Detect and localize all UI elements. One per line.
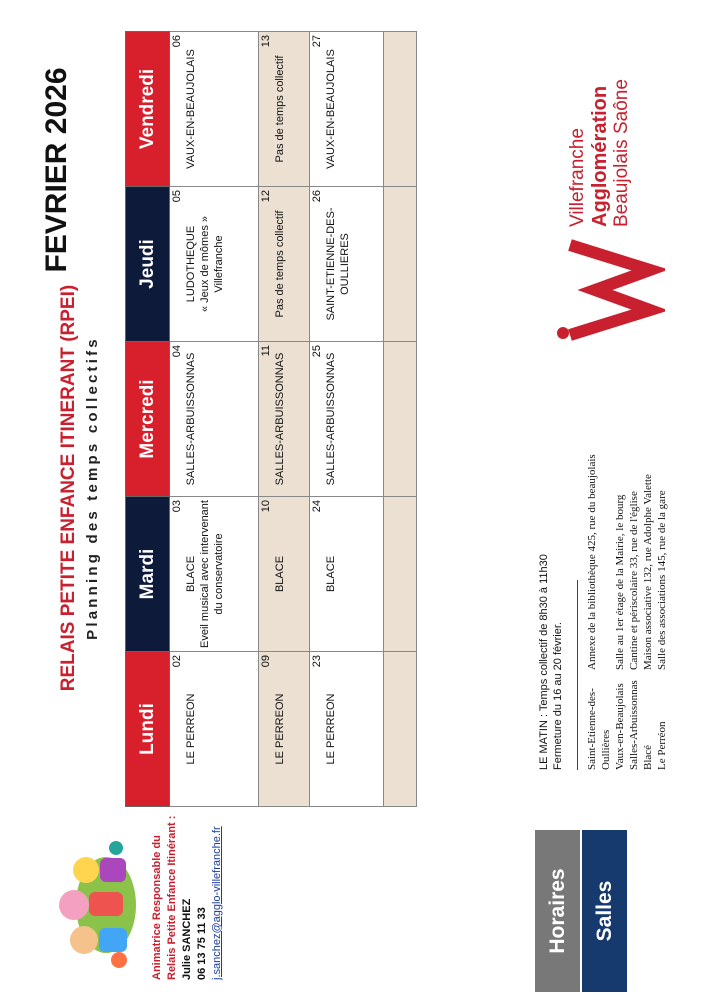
day-activity: VAUX-EN-BEAUJOLAIS	[325, 49, 337, 169]
day-activity: LE PERREON	[274, 693, 286, 765]
day-number: 12	[260, 190, 272, 203]
salle-place: Salles-Arbuissonnas	[628, 680, 640, 770]
day-cell-empty	[384, 652, 417, 807]
day-cell	[259, 652, 310, 807]
salle-address: Cantine et périscolaire 33, rue de l'église	[628, 491, 640, 670]
day-cell	[310, 342, 384, 497]
illustration-shape	[100, 858, 126, 882]
day-number: 26	[311, 190, 323, 203]
day-activity: BLACE	[274, 555, 286, 593]
horaires-info	[537, 554, 565, 770]
agglo-logo	[545, 5, 680, 345]
divider	[577, 580, 578, 770]
day-number: 27	[311, 35, 323, 48]
table-row	[384, 32, 417, 807]
illustration-shape	[70, 926, 98, 954]
salle-place: Blacé	[642, 744, 654, 770]
list-item	[585, 340, 613, 770]
list-item	[613, 340, 627, 770]
horaires-label: Horaires	[535, 830, 580, 992]
day-number: 24	[311, 500, 323, 513]
day-number: 04	[171, 345, 183, 358]
day-activity: Pas de temps collectif	[274, 210, 286, 318]
logo-mark-icon	[555, 235, 665, 345]
salle-address: Salle au 1er étage de la Mairie, le bourg	[614, 494, 626, 670]
day-activity: Pas de temps collectif	[274, 55, 286, 163]
day-cell	[310, 187, 384, 342]
salle-address: Salle des associations 145, rue de la gare	[656, 490, 668, 670]
day-cell	[170, 342, 259, 497]
illustration-shape	[109, 841, 123, 855]
day-cell	[259, 32, 310, 187]
day-cell-empty	[384, 342, 417, 497]
day-cell-empty	[384, 187, 417, 342]
logo-text	[567, 79, 633, 227]
day-number: 11	[260, 345, 272, 357]
list-item	[627, 340, 641, 770]
day-cell	[170, 32, 259, 187]
day-number: 13	[260, 35, 272, 48]
day-cell	[310, 652, 384, 807]
day-number: 10	[260, 500, 272, 513]
contact-role: Animatrice Responsable du Relais Petite Enfance Itinérant :	[151, 815, 178, 980]
day-number: 02	[171, 655, 183, 668]
salles-list	[585, 340, 669, 770]
day-activity: VAUX-EN-BEAUJOLAIS	[185, 49, 197, 169]
list-item	[641, 340, 655, 770]
children-illustration	[44, 830, 144, 980]
day-cell	[310, 497, 384, 652]
day-cell	[310, 32, 384, 187]
day-activity: BLACE	[325, 555, 337, 593]
day-activity: SAINT-ETIENNE-DES-OULLIERES	[325, 207, 351, 321]
day-number: 05	[171, 190, 183, 203]
illustration-shape	[99, 928, 127, 952]
table-row	[170, 32, 259, 807]
day-number: 09	[260, 655, 272, 668]
day-header-wednesday: Mercredi	[126, 342, 170, 497]
salles-label: Salles	[582, 830, 627, 992]
illustration-shape	[111, 952, 127, 968]
salle-place: Le Perréon	[656, 721, 668, 770]
day-header-monday: Lundi	[126, 652, 170, 807]
logo-mark-shape	[570, 245, 650, 335]
day-activity: LE PERREON	[325, 693, 337, 765]
illustration-shape	[89, 892, 123, 916]
contact-email-link[interactable]: j.sanchez@agglo-villefranche.fr	[211, 826, 223, 980]
day-cell-empty	[384, 497, 417, 652]
logo-line-1: Villefranche	[567, 128, 588, 227]
day-activity: LUDOTHEQUE « Jeux de mômes » Villefranche	[185, 216, 225, 312]
calendar-header-row	[126, 32, 170, 807]
day-activity: BLACE Eveil musical avec intervenant du conservatoire	[185, 500, 225, 648]
horaires-line: LE MATIN : Temps collectif de 8h30 à 11h30	[538, 554, 550, 770]
page-title: RELAIS PETITE ENFANCE ITINERANT (RPEI)	[58, 284, 79, 692]
table-row	[259, 32, 310, 807]
logo-line-2: Agglomération	[589, 85, 611, 227]
day-cell	[170, 497, 259, 652]
day-activity: SALLES-ARBUISSONNAS	[325, 352, 337, 486]
closure-line: Fermeture du 16 au 20 février.	[552, 622, 564, 770]
illustration-shape	[59, 890, 89, 920]
salle-address: Maison associative 132, rue Adolphe Valette	[642, 474, 654, 670]
calendar-table	[125, 31, 417, 807]
page-subtitle: Planning des temps collectifs	[84, 336, 101, 640]
table-row	[310, 32, 384, 807]
day-header-tuesday: Mardi	[126, 497, 170, 652]
day-cell	[259, 342, 310, 497]
logo-line-3: Beaujolais Saône	[611, 79, 632, 227]
day-number: 03	[171, 500, 183, 513]
contact-phone: 06 13 75 11 33	[196, 907, 208, 980]
contact-name: Julie SANCHEZ	[181, 898, 193, 980]
day-cell-empty	[384, 32, 417, 187]
salle-address: Annexe de la bibliothèque 425, rue du beaujolais	[586, 454, 598, 670]
day-number: 25	[311, 345, 323, 358]
illustration-shape	[73, 857, 99, 883]
day-activity: SALLES-ARBUISSONNAS	[274, 352, 286, 486]
day-header-thursday: Jeudi	[126, 187, 170, 342]
salle-place: Vaux-en-Beaujolais	[614, 683, 626, 770]
contact-block	[150, 810, 225, 980]
day-cell	[170, 652, 259, 807]
day-activity: LE PERREON	[185, 693, 197, 765]
day-activity: SALLES-ARBUISSONNAS	[185, 352, 197, 486]
month-title: FEVRIER 2026	[40, 67, 73, 273]
salle-place: Saint-Etienne-des-Oullières	[586, 688, 612, 770]
day-header-friday: Vendredi	[126, 32, 170, 187]
day-cell	[259, 187, 310, 342]
day-cell	[259, 497, 310, 652]
logo-mark-dot	[557, 327, 569, 339]
day-cell	[170, 187, 259, 342]
list-item	[655, 340, 669, 770]
day-number: 23	[311, 655, 323, 668]
day-number: 06	[171, 35, 183, 48]
